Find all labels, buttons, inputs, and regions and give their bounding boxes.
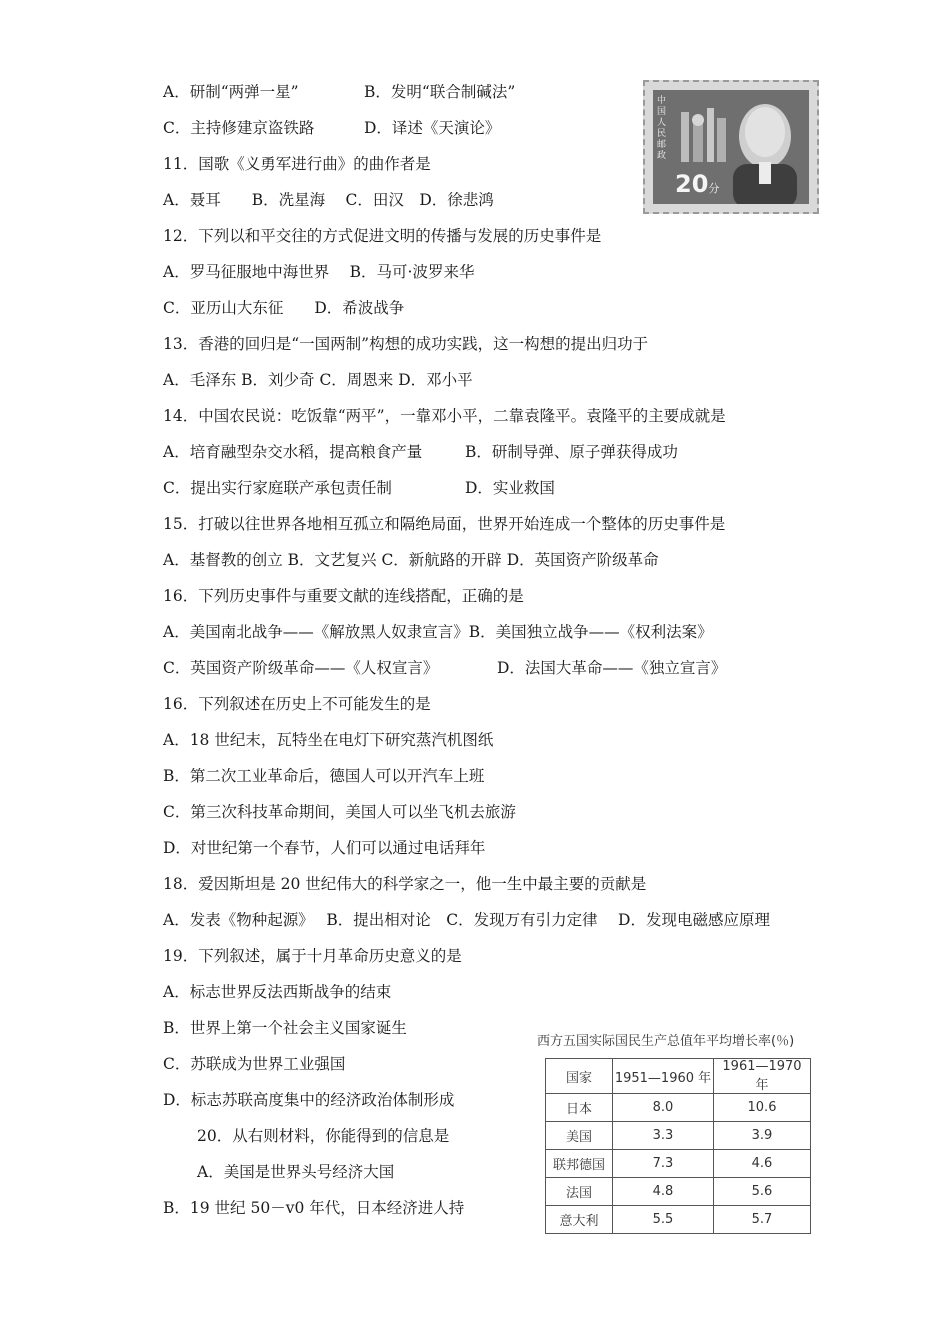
question-17-option-d: D．对世纪第一个春节，人们可以通过电话拜年	[163, 839, 486, 857]
table-cell: 4.8	[613, 1178, 714, 1206]
stamp-value	[675, 170, 719, 198]
table-cell: 联邦德国	[546, 1150, 613, 1178]
table-cell: 法国	[546, 1178, 613, 1206]
stamp-picture	[653, 90, 809, 204]
question-20-option-a: A．美国是世界头号经济大国	[197, 1163, 395, 1181]
gnp-growth-table	[545, 1058, 811, 1234]
question-14-option-d: D．实业救国	[465, 479, 555, 497]
question-14-option-a: A．培育融型杂交水稻，提高粮食产量	[163, 443, 423, 461]
question-17-option-a: A．18 世纪末，瓦特坐在电灯下研究蒸汽机图纸	[163, 731, 494, 749]
question-20: 20．从右则材料，你能得到的信息是	[197, 1127, 450, 1145]
stamp-value-unit: 分	[708, 182, 720, 195]
question-17: 16．下列叙述在历史上不可能发生的是	[163, 695, 431, 713]
question-12-options-ab: A．罗马征服地中海世界 B．马可·波罗来华	[163, 263, 475, 281]
question-15-options: A．基督教的创立 B．文艺复兴 C．新航路的开辟 D．英国资产阶级革命	[163, 551, 659, 569]
table-cell: 5.7	[714, 1206, 811, 1234]
option-b-soda-process: B．发明“联合制碱法”	[364, 83, 516, 101]
question-13: 13．香港的回归是“一国两制”构想的成功实践，这一构想的提出归功于	[163, 335, 649, 353]
question-11: 11．国歌《义勇军进行曲》的曲作者是	[163, 155, 431, 173]
table-cell: 意大利	[546, 1206, 613, 1234]
table-cell: 10.6	[714, 1094, 811, 1122]
table-row	[546, 1206, 811, 1234]
question-14-option-b: B．研制导弹、原子弹获得成功	[465, 443, 678, 461]
question-20-option-b: B．19 世纪 50－v0 年代，日本经济进人持	[163, 1199, 465, 1217]
question-17-option-b: B．第二次工业革命后，德国人可以开汽车上班	[163, 767, 485, 785]
table-cell: 日本	[546, 1094, 613, 1122]
question-19: 19．下列叙述，属于十月革命历史意义的是	[163, 947, 462, 965]
option-a-two-bombs: A．研制“两弹一星”	[163, 83, 299, 101]
table-header-row	[546, 1059, 811, 1094]
question-18-options: A．发表《物种起源》 B．提出相对论 C．发现万有引力定律 D．发现电磁感应原理	[163, 911, 770, 929]
table-title: 西方五国实际国民生产总值年平均增长率(％)	[537, 1034, 795, 1049]
question-19-option-a: A．标志世界反法西斯战争的结束	[163, 983, 392, 1001]
table-cell: 7.3	[613, 1150, 714, 1178]
table-cell: 5.6	[714, 1178, 811, 1206]
table-cell: 4.6	[714, 1150, 811, 1178]
table-cell: 3.3	[613, 1122, 714, 1150]
question-13-options: A．毛泽东 B．刘少奇 C．周恩来 D．邓小平	[163, 371, 473, 389]
question-14-option-c: C．提出实行家庭联产承包责任制	[163, 479, 392, 497]
table-header-cell: 1961—1970 年	[714, 1059, 811, 1094]
stamp-value-number: 20	[675, 170, 709, 198]
portrait-stamp	[643, 80, 819, 214]
table-cell: 美国	[546, 1122, 613, 1150]
question-19-option-b: B．世界上第一个社会主义国家诞生	[163, 1019, 407, 1037]
option-c-railway: C．主持修建京盗铁路	[163, 119, 315, 137]
question-19-option-d: D．标志苏联高度集中的经济政治体制形成	[163, 1091, 455, 1109]
question-12: 12．下列以和平交往的方式促进文明的传播与发展的历史事件是	[163, 227, 602, 245]
table-cell: 8.0	[613, 1094, 714, 1122]
table-header-cell: 1951—1960 年	[613, 1059, 714, 1094]
question-12-options-cd: C．亚历山大东征 D．希波战争	[163, 299, 405, 317]
question-11-options: A．聂耳 B．冼星海 C．田汉 D．徐悲鸿	[163, 191, 494, 209]
table-header-cell: 国家	[546, 1059, 613, 1094]
question-16-option-d: D．法国大革命——《独立宣言》	[497, 659, 727, 677]
question-17-option-c: C．第三次科技革命期间，美国人可以坐飞机去旅游	[163, 803, 516, 821]
question-16-options-ab: A．美国南北战争——《解放黑人奴隶宣言》B．美国独立战争——《权利法案》	[163, 623, 713, 641]
stamp-country-text: 中国人民邮政	[657, 96, 667, 161]
question-16: 16．下列历史事件与重要文献的连线搭配，正确的是	[163, 587, 524, 605]
table-row	[546, 1178, 811, 1206]
question-19-option-c: C．苏联成为世界工业强国	[163, 1055, 346, 1073]
table-row	[546, 1094, 811, 1122]
question-15: 15．打破以往世界各地相互孤立和隔绝局面，世界开始连成一个整体的历史事件是	[163, 515, 726, 533]
table-row	[546, 1150, 811, 1178]
table-cell: 5.5	[613, 1206, 714, 1234]
question-14: 14．中国农民说：吃饭靠“两平”，一靠邓小平，二靠袁隆平。袁隆平的主要成就是	[163, 407, 726, 425]
table-cell: 3.9	[714, 1122, 811, 1150]
option-d-translation: D．译述《天演论》	[364, 119, 501, 137]
question-16-option-c: C．英国资产阶级革命——《人权宣言》	[163, 659, 439, 677]
table-row	[546, 1122, 811, 1150]
question-18: 18．爱因斯坦是 20 世纪伟大的科学家之一，他一生中最主要的贡献是	[163, 875, 647, 893]
